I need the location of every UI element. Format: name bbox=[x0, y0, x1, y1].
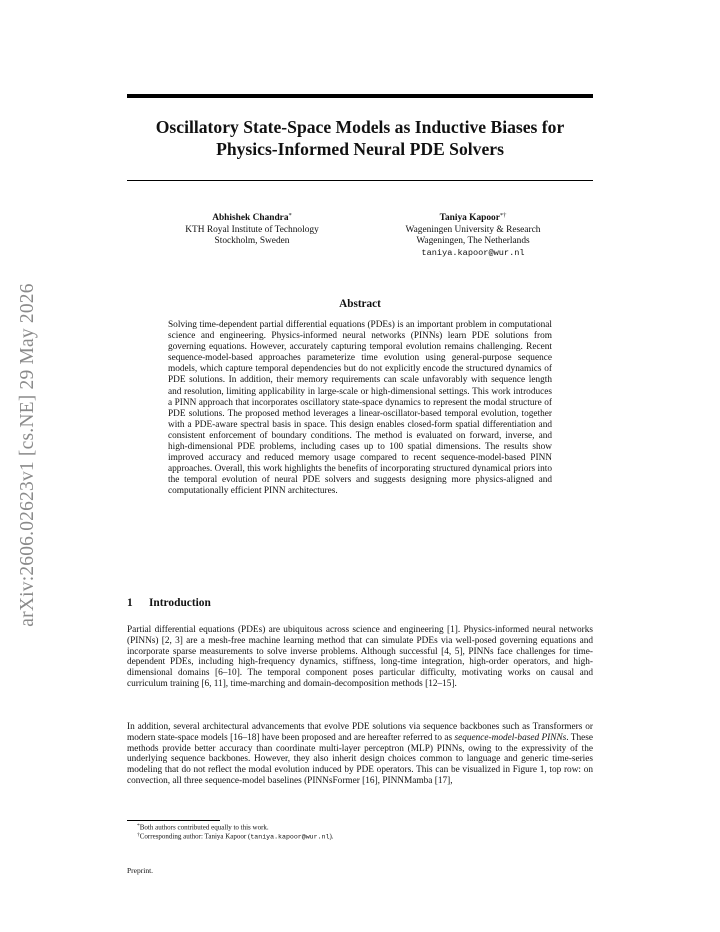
abstract-heading: Abstract bbox=[339, 298, 381, 310]
intro-paragraph-2-start: In addition, several architectural advancements that evolve PDE solutions via sequence backbones such as Transformers or modern state-space models [16–18] have been proposed and are hereafter referred to as bbox=[127, 722, 593, 743]
author-1 bbox=[152, 210, 352, 248]
abstract-text: Solving time-dependent partial differential equations (PDEs) is an important problem in computational science and engineering. Physics-informed neural networks (PINNs) learn PDE solutions from governing equations. However, accurately capturing temporal evolution remains challenging. Recent sequence-model-based approaches parameterize time evolution using general-purpose sequence models, which capture temporal dependencies but do not explicitly encode the structured dynamics of PDE solutions. In addition, their memory requirements can scale unfavorably with sequence length and resolution, limiting applicability in large-scale or high-dimensional settings. This work introduces a PINN approach that incorporates oscillatory state-space dynamics to represent the modal structure of PDE solutions. The proposed method leverages a linear-oscillator-based temporal evolution, together with a PDE-aware spectral basis in space. This design enables closed-form spatial differentiation and consistent enforcement of boundary conditions. The method is evaluated on forward, inverse, and high-dimensional PDE problems, including cases up to 100 spatial dimensions. The results show improved accuracy and reduced memory usage compared to recent sequence-model-based PINN approaches. Overall, this work highlights the benefits of incorporating structured dynamical priors into the temporal evolution of neural PDE solvers and suggests designing more physics-aligned and computationally efficient PINN architectures. bbox=[168, 320, 552, 497]
section-heading-introduction bbox=[127, 597, 211, 609]
title-rule-bottom bbox=[127, 180, 593, 181]
author-2-mark: *† bbox=[499, 212, 507, 219]
footnote-2 bbox=[137, 831, 334, 842]
author-1-location: Stockholm, Sweden bbox=[214, 236, 290, 246]
title-rule-top bbox=[127, 94, 593, 98]
footnote-2-mark: † bbox=[137, 832, 140, 838]
footnote-rule bbox=[127, 820, 220, 821]
footnote-2-email[interactable]: taniya.kapoor@wur.nl bbox=[250, 833, 330, 841]
author-2-affiliation: Wageningen University & Research bbox=[405, 224, 541, 235]
preprint-label: Preprint. bbox=[127, 866, 154, 875]
author-2-location: Wageningen, The Netherlands bbox=[416, 236, 530, 246]
author-1-name: Abhishek Chandra bbox=[212, 213, 289, 223]
footnote-2-pre: Corresponding author: Taniya Kapoor ( bbox=[139, 832, 251, 841]
author-block bbox=[127, 210, 593, 270]
arxiv-identifier-margin bbox=[6, 255, 50, 655]
author-1-affiliation: KTH Royal Institute of Technology bbox=[185, 224, 319, 235]
footnote-1-mark: * bbox=[137, 823, 140, 829]
paper-title: Oscillatory State-Space Models as Inductive Biases for Physics-Informed Neural PDE Solvers bbox=[155, 117, 565, 159]
footnote-2-post: ). bbox=[329, 832, 334, 841]
intro-paragraph-2 bbox=[127, 722, 593, 787]
intro-paragraph-2-rest: . These methods provide better accuracy than coordinate multi-layer perceptron (MLP) PINNs, owing to the expressivity of the underlying sequence backbones. However, they also inherit design choices common to language and generic time-series modeling that do not reflect the modal evolution induced by PDE operators. This can be visualized in Figure 1, top row: on convection, all three sequence-model baselines (PINNsFormer [16], PINNMamba [17], bbox=[127, 732, 593, 786]
arxiv-identifier: arXiv:2606.02623v1 [cs.NE] 29 May 2026 bbox=[17, 283, 38, 627]
author-1-mark: * bbox=[288, 212, 292, 219]
section-title: Introduction bbox=[149, 597, 211, 609]
author-2-email[interactable]: taniya.kapoor@wur.nl bbox=[421, 247, 525, 258]
intro-paragraph-1: Partial differential equations (PDEs) are ubiquitous across science and engineering [1]. Physics-informed neural networks (PINNs) [2, 3] are a mesh-free machine learning method that can simulate PDEs via well-posed governing equations and incorporate sparse measurements to solve inverse problems. Although successful [4, 5], PINNs face challenges for time-dependent PDEs, including high-frequency dynamics, stiffness, long-time integration, high-order operators, and high-dimensional domains [6–10]. The temporal component poses particular difficulty, motivating works on causal and curriculum training [6, 11], time-marching and domain-decomposition methods [12–15]. bbox=[127, 625, 593, 689]
footnote-1-text: Both authors contributed equally to this work. bbox=[139, 823, 269, 832]
author-2-name: Taniya Kapoor bbox=[439, 213, 500, 223]
author-2 bbox=[363, 210, 583, 259]
intro-paragraph-2-term: sequence-model-based PINNs bbox=[454, 732, 567, 743]
section-number: 1 bbox=[127, 597, 133, 609]
